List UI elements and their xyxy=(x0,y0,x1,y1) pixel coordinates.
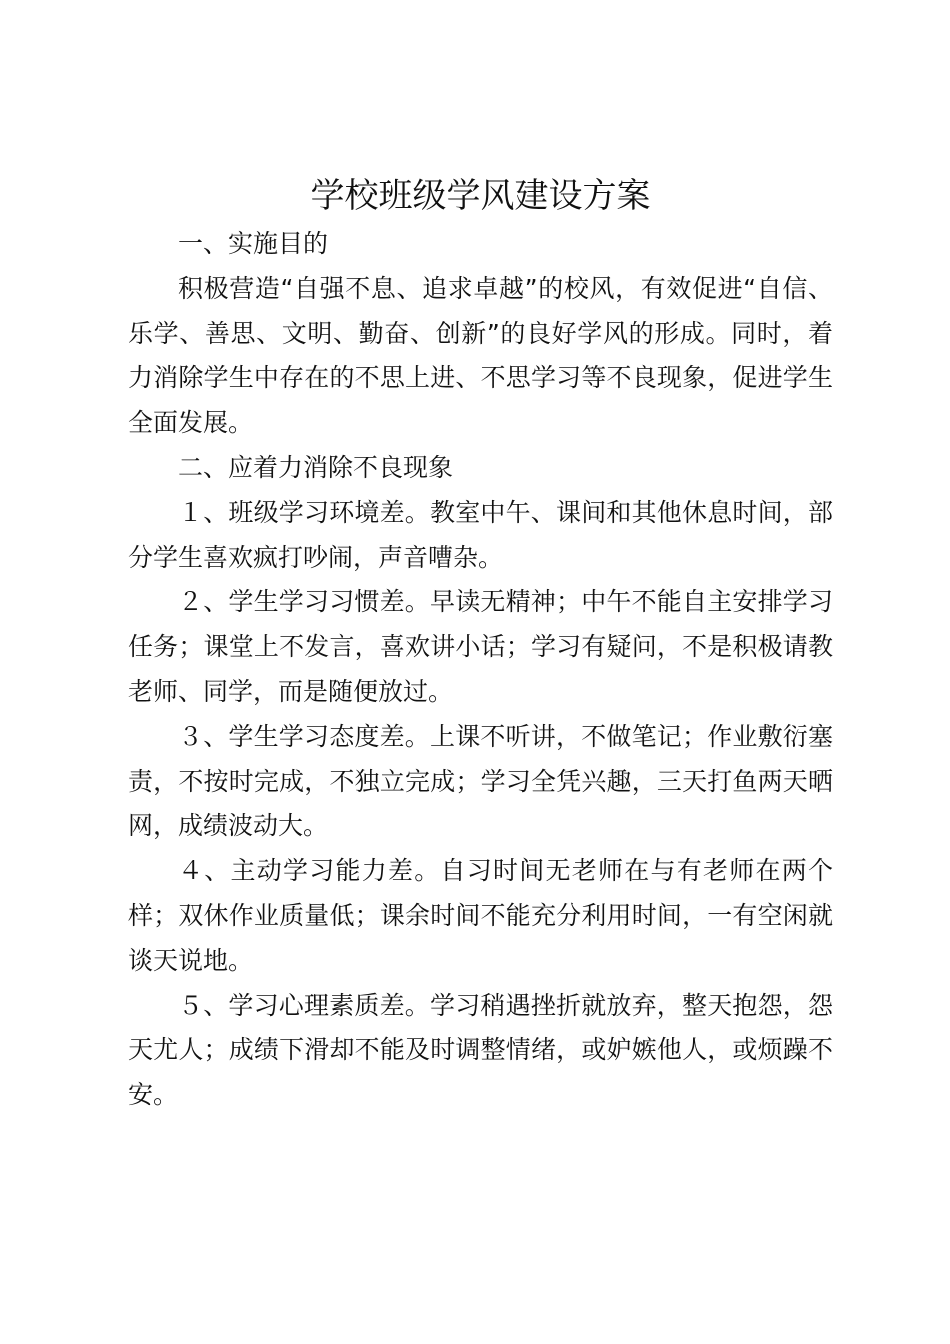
section-1-heading: 一、实施目的 xyxy=(178,229,329,258)
document-title: 学校班级学风建设方案 xyxy=(310,176,651,216)
list-item: ２、学生学习习惯差。早读无精神；中午不能自主安排学习任务；课堂上不发言，喜欢讲小话；学习有疑问，不是积极请教老师、同学，而是随便放过。 xyxy=(128,587,833,706)
list-item: ４、主动学习能力差。自习时间无老师在与有老师在两个样；双休作业质量低；课余时间不能充分利用时间，一有空闲就谈天说地。 xyxy=(128,856,833,975)
section-2-heading: 二、应着力消除不良现象 xyxy=(178,452,454,482)
list-item: １、班级学习环境差。教室中午、课间和其他休息时间，部分学生喜欢疯打吵闹，声音嘈杂。 xyxy=(128,497,833,572)
list-item: ３、学生学习态度差。上课不听讲，不做笔记；作业敷衍塞责，不按时完成，不独立完成；学习全凭兴趣，三天打鱼两天晒网，成绩波动大。 xyxy=(128,721,833,841)
list-item: ５、学习心理素质差。学习稍遇挫折就放弃，整天抱怨，怨天尤人；成绩下滑却不能及时调整情绪，或妒嫉他人，或烦躁不安。 xyxy=(128,990,833,1110)
section-1-body: 积极营造“自强不息、追求卓越”的校风，有效促进“自信、乐学、善思、文明、勤奋、创新”的良好学风的形成。同时，着力消除学生中存在的不思上进、不思学习等不良现象，促进学生全面发展。 xyxy=(128,273,833,438)
document-page xyxy=(128,172,833,1118)
